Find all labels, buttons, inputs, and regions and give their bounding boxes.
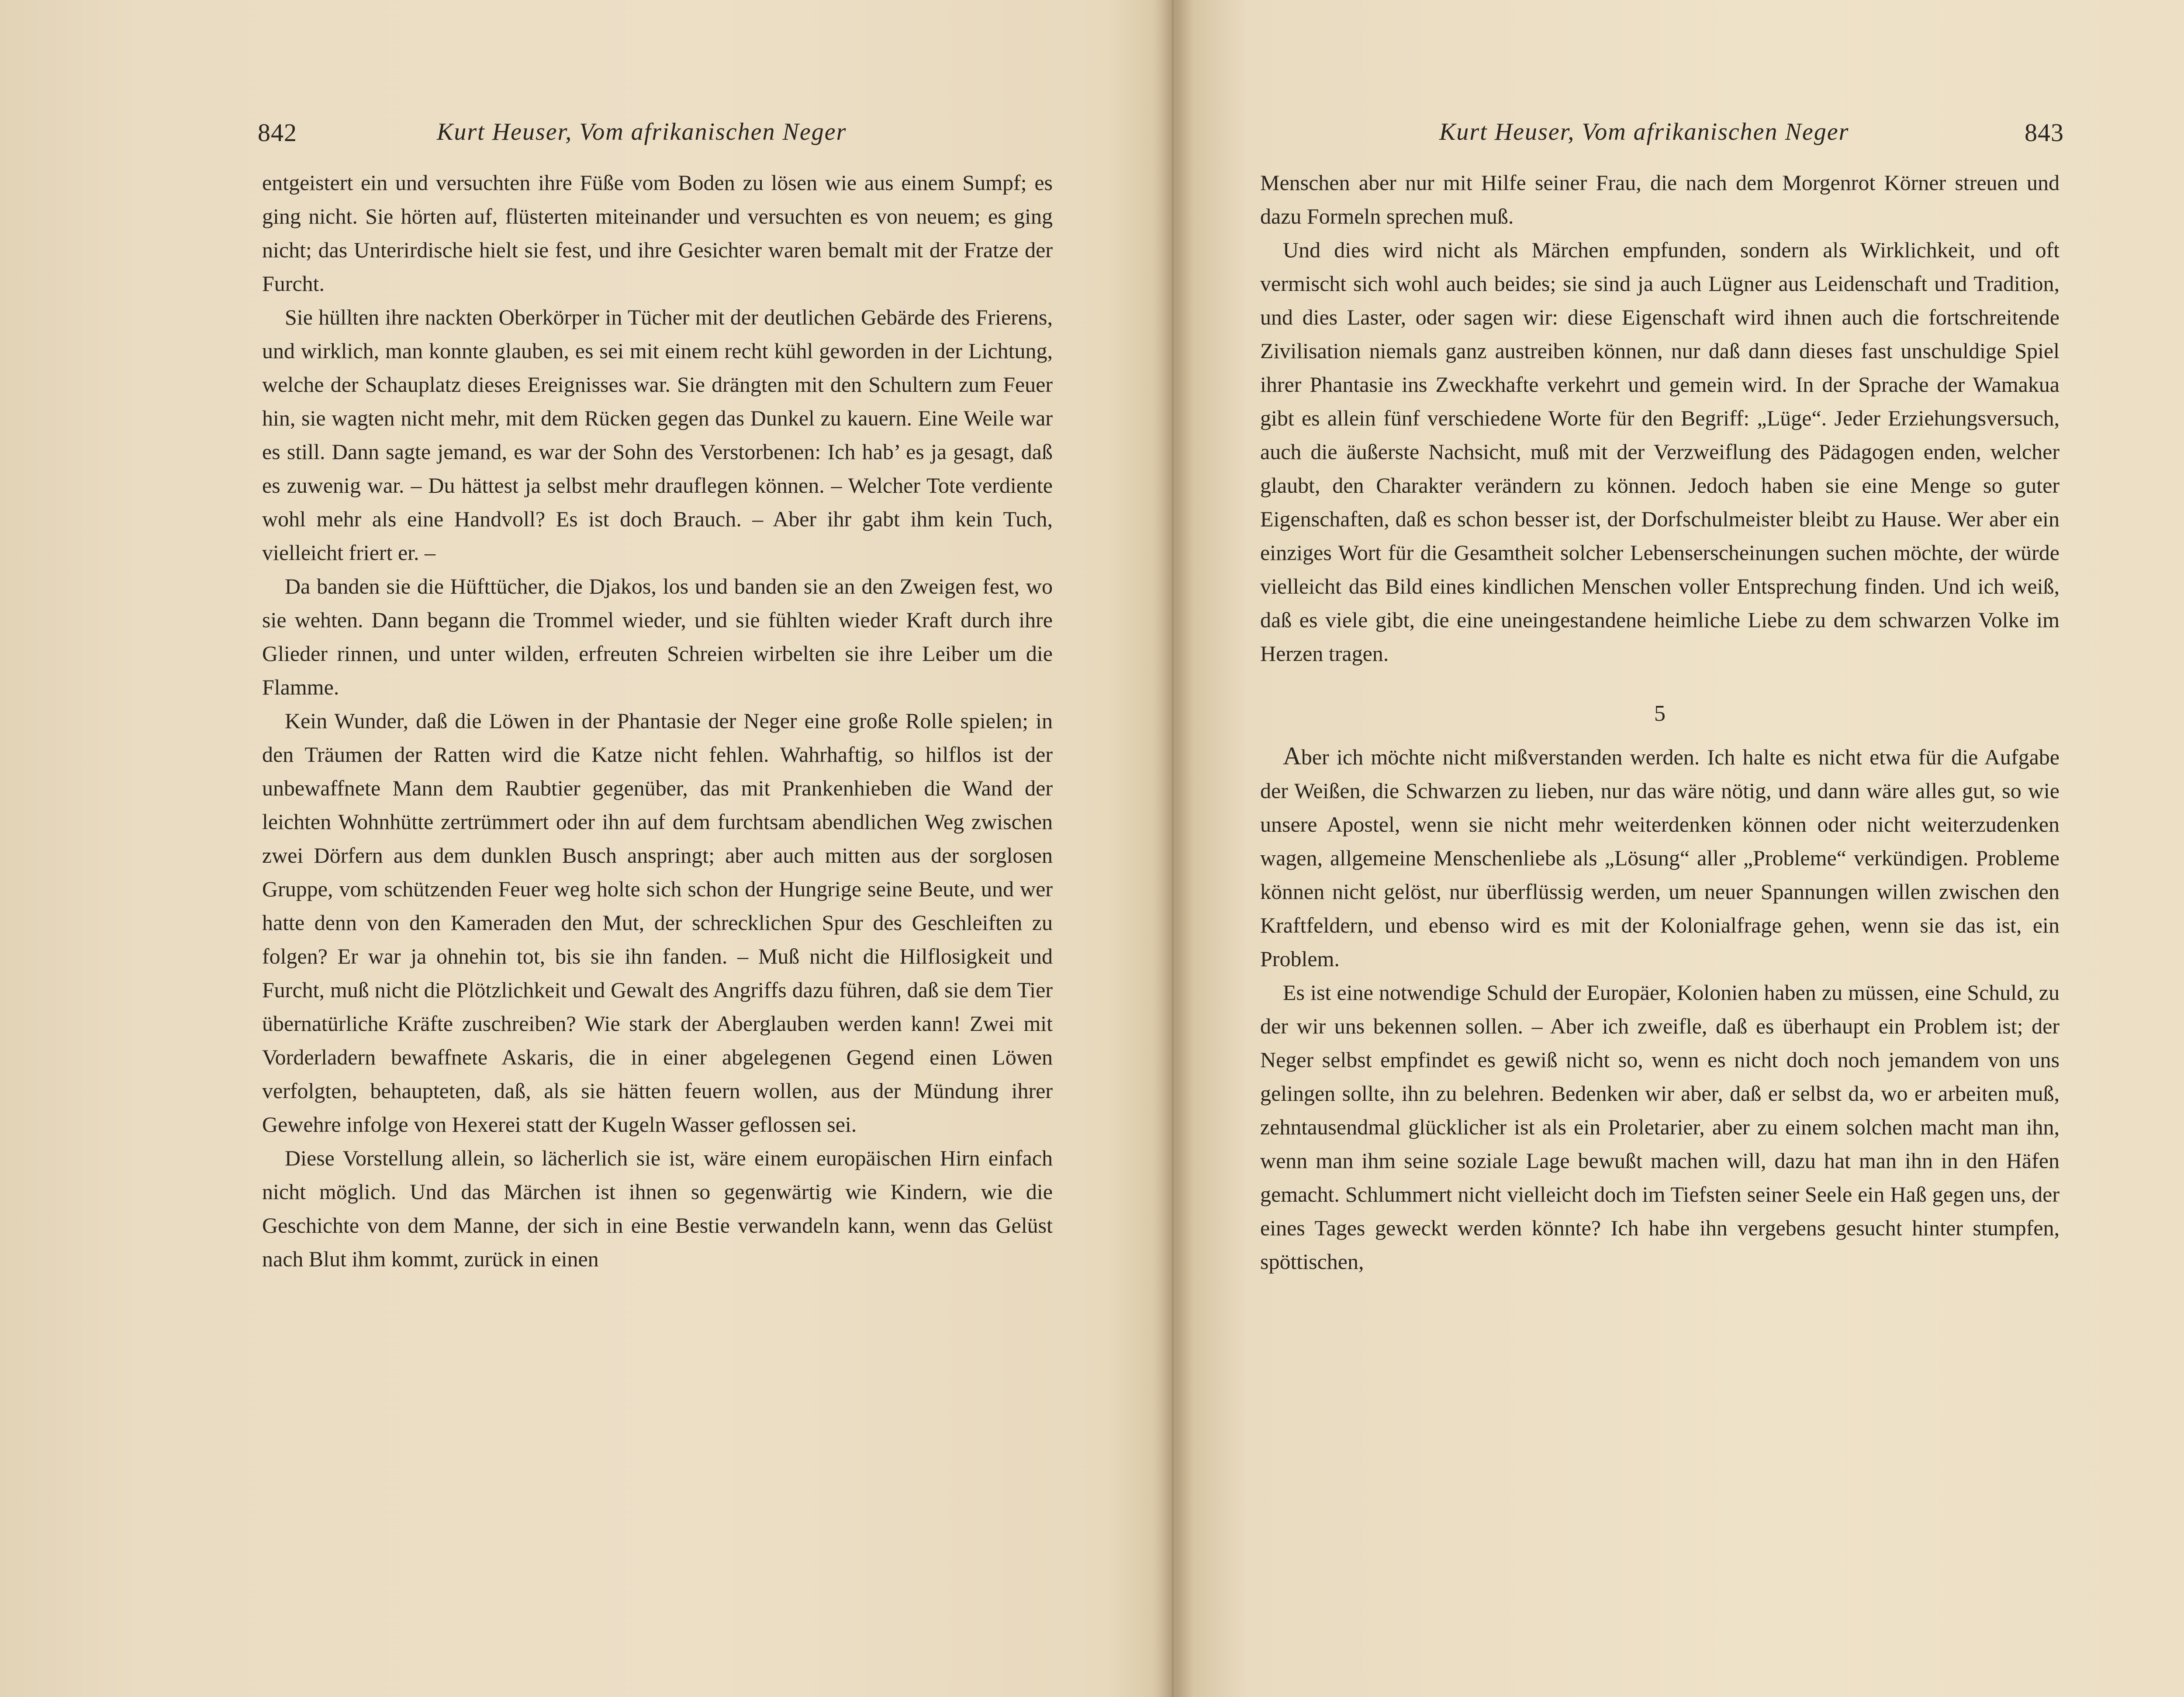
paragraph: Und dies wird nicht als Märchen empfunden, sondern als Wirklichkeit, und oft vermischt sich wohl auch beides; sie sind ja auch Lügner aus Leidenschaft und Tradition, und dies Laster, oder sagen wir: diese Eigenschaft wird ihnen auch die fortschreitende Zivilisation niemals ganz austreiben können, nur daß dann dieses fast unschuldige Spiel ihrer Phantasie ins Zweckhafte verkehrt und gemein wird. In der Sprache der Wamakua gibt es allein fünf verschiedene Worte für den Begriff: „Lüge“. Jeder Erziehungsversuch, auch die äußerste Nachsicht, muß mit der Verzweiflung des Pädagogen enden, welcher glaubt, den Charakter verändern zu können. Jedoch haben sie eine Menge so guter Eigenschaften, daß es schon besser ist, der Dorfschulmeister bleibt zu Hause. Wer aber ein einziges Wort für die Gesamtheit solcher Lebenserscheinungen suchen möchte, der würde vielleicht das Bild eines kindlichen Menschen voller Entsprechung finden. Und ich weiß, daß es viele gibt, die eine uneingestandene heimliche Liebe zu dem schwarzen Volke im Herzen tragen.: [1260, 238, 2060, 666]
paragraph: entgeistert ein und versuchten ihre Füße vom Boden zu lösen wie aus einem Sumpf; es ging nicht. Sie hörten auf, flüsterten miteinander und versuchten es von neuem; es ging nicht; das Unterirdische hielt sie fest, und ihre Gesichter waren bemalt mit der Fratze der Furcht.: [262, 170, 1053, 296]
paragraph: Da banden sie die Hüfttücher, die Djakos, los und banden sie an den Zweigen fest, wo sie wehten. Dann begann die Trommel wieder, und sie fühlten wieder Kraft durch ihre Glieder rinnen, und unter wilden, erfreuten Schreien wirbelten sie ihre Leiber um die Flamme.: [262, 574, 1053, 699]
paragraph: Kein Wunder, daß die Löwen in der Phantasie der Neger eine große Rolle spielen; in den Träumen der Ratten wird die Katze nicht fehlen. Wahrhaftig, so hilflos ist der unbewaffnete Mann dem Raubtier gegenüber, das mit Prankenhieben die Wand der leichten Wohnhütte zertrümmert oder ihn auf dem furchtsam abendlichen Weg zwischen zwei Dörfern aus dem dunklen Busch anspringt; aber auch mitten aus der sorglosen Gruppe, vom schützenden Feuer weg holte sich schon der Hungrige seine Beute, und wer hatte denn von den Kameraden den Mut, der schrecklichen Spur des Geschleiften zu folgen? Er war ja ohnehin tot, bis sie ihn fanden. – Muß nicht die Hilflosigkeit und Furcht, muß nicht die Plötzlichkeit und Gewalt des Angriffs dazu führen, daß sie dem Tier übernatürliche Kräfte zuschreiben? Wie stark der Aberglauben werden kann! Zwei mit Vorderladern bewaffnete Askaris, die in einer abgelegenen Gegend einen Löwen verfolgten, behaupteten, daß, als sie hätten feuern wollen, aus der Mündung ihrer Gewehre infolge von Hexerei statt der Kugeln Wasser geflossen sei.: [262, 709, 1053, 1137]
right-page: [1260, 118, 2064, 1279]
paragraph: Aber ich möchte nicht mißverstanden werden. Ich halte es nicht etwa für die Aufgabe der Weißen, die Schwarzen zu lieben, nur das wäre nötig, und dann wäre alles gut, so wie unsere Apostel, wenn sie nicht mehr weiterdenken können oder nicht weiterzudenken wagen, allgemeine Menschenliebe als „Lösung“ aller „Probleme“ verkündigen. Probleme können nicht gelöst, nur überflüssig werden, um neuer Spannungen willen zwischen den Kraftfeldern, und ebenso wird es mit der Kolonialfrage gehen, wenn sie das ist, ein Problem.: [1260, 742, 2060, 971]
left-running-title: Kurt Heuser, Vom afrikanischen Neger: [437, 118, 847, 145]
left-page-number: 842: [258, 118, 297, 147]
right-body-text: [1260, 166, 2060, 1279]
paragraph: Diese Vorstellung allein, so lächerlich sie ist, wäre einem europäischen Hirn einfach nicht möglich. Und das Märchen ist ihnen so gegenwärtig wie Kindern, wie die Geschichte von dem Manne, der sich in eine Bestie verwandeln kann, wenn das Gelüst nach Blut ihm kommt, zurück in einen: [262, 1146, 1053, 1271]
right-page-number: 843: [2025, 118, 2064, 147]
right-running-title: Kurt Heuser, Vom afrikanischen Neger: [1439, 118, 1849, 145]
book-gutter: [1153, 0, 1192, 1697]
paragraph: Sie hüllten ihre nackten Oberkörper in Tücher mit der deutlichen Gebärde des Frierens, und wirklich, man konnte glauben, es sei mit einem recht kühl geworden in der Lichtung, welche der Schauplatz dieses Ereignisses war. Sie drängten mit den Schultern zum Feuer hin, sie wagten nicht mehr, mit dem Rücken gegen das Dunkel zu kauern. Eine Weile war es still. Dann sagte jemand, es war der Sohn des Verstorbenen: Ich hab’ es ja gesagt, daß es zuwenig war. – Du hättest ja selbst mehr drauflegen können. – Welcher Tote verdiente wohl mehr als eine Handvoll? Es ist doch Brauch. – Aber ihr gabt ihm kein Tuch, vielleicht friert er. –: [262, 305, 1053, 565]
left-body-text: [262, 166, 1053, 1276]
right-running-head: [1260, 118, 2064, 166]
section-number: 5: [1654, 701, 1666, 726]
paragraph: Menschen aber nur mit Hilfe seiner Frau, die nach dem Morgenrot Körner streuen und dazu Formeln sprechen muß.: [1260, 170, 2060, 228]
left-running-head: [258, 118, 1053, 166]
paragraph: Es ist eine notwendige Schuld der Europäer, Kolonien haben zu müssen, eine Schuld, zu der wir uns bekennen sollen. – Aber ich zweifle, daß es überhaupt ein Problem ist; der Neger selbst empfindet es gewiß nicht so, wenn es nicht doch noch jemandem von uns gelingen sollte, ihn zu belehren. Bedenken wir aber, daß er selbst da, wo er arbeiten muß, zehntausendmal glücklicher ist als ein Proletarier, aber zu einem solchen macht man ihn, wenn man ihm seine soziale Lage bewußt machen will, dazu hat man ihn in den Häfen gemacht. Schlummert nicht vielleicht doch im Tiefsten seiner Seele ein Haß gegen uns, der eines Tages geweckt werden könnte? Ich habe ihn vergebens gesucht hinter stumpfen, spöttischen,: [1260, 980, 2060, 1274]
left-page: [258, 118, 1053, 1276]
